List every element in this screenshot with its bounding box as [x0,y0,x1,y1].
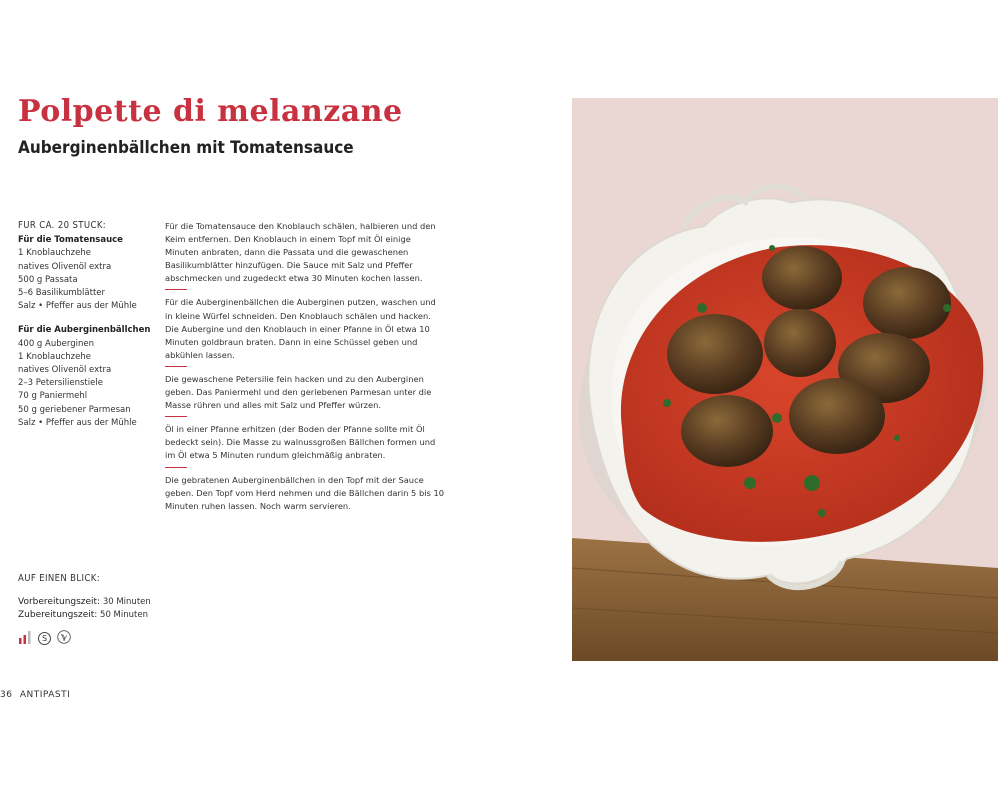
difficulty-bar-1 [19,638,22,644]
ingredient-item: natives Olivenöl extra [18,261,112,272]
method-step-1: Für die Tomatensauce den Knoblauch schälen, halbieren und den Keim entfernen. Den Knoblauch in einem Topf mit Öl einige Minuten anbraten, dann die Passata und die gewaschenen Basilikumblätter hinzufügen. Die Sauce mit Salz und Pfeffer abschmecken und zugedeckt etwa 30 Minuten kochen lassen. [165,221,436,284]
ingredient-item: 50 g geriebener Parmesan [18,404,131,415]
ingredient-group-balls [18,324,158,430]
recipe-photo [572,98,998,661]
ingredients-heading: FÜR CA. 20 STÜCK: [18,220,107,231]
ingredient-item: 1 Knoblauchzehe [18,248,91,259]
ingredient-group-sauce [18,234,158,313]
prep-time-label: Vorbereitungszeit: [18,597,101,607]
prep-time-value: 30 Minuten [102,597,151,607]
method-step-2: Für die Auberginenbällchen die Auberginen putzen, waschen und in kleine Würfel schneiden. Den Knoblauch schälen und hacken. Die Aubergine und den Knoblauch in einer Pfanne in Öl etwa 10 Minuten goldbraun braten. Dann in eine Schüssel geben und abkühlen lassen. [165,297,436,360]
method-step-4: Öl in einer Pfanne erhitzen (der Boden der Pfanne sollte mit Öl bedeckt sein). Die Masse zu walnussgroßen Bällchen formen und im Öl etwa 5 Minuten rundum gleichmäßig anbraten. [165,424,436,461]
step-divider [165,416,187,417]
step-divider [165,366,187,367]
ingredient-item: 2–3 Petersilienstiele [18,378,103,389]
ingredient-item: Salz • Pfeffer aus der Mühle [18,417,137,428]
method-step-3: Die gewaschene Petersilie fein hacken und zu den Auberginen geben. Das Paniermehl und den geriebenen Parmesan unter die Masse rühren und alles mit Salz und Pfeffer würzen. [165,373,432,411]
ingredient-item: 5–6 Basilikumblätter [18,288,106,299]
ingredient-item: Salz • Pfeffer aus der Mühle [18,301,137,312]
ingredient-item: natives Olivenöl extra [18,365,112,376]
method-steps [165,220,445,517]
cook-time-value: 50 Minuten [100,610,148,620]
ingredients-panel [18,219,158,441]
difficulty-bar-2 [24,635,27,644]
ingredient-item: 70 g Paniermehl [18,391,88,402]
page-number: 36 [0,690,13,700]
cook-time-label: Zubereitungszeit: [18,610,98,620]
recipe-subtitle: Auberginenbällchen mit Tomatensauce [18,138,354,158]
ingredient-item: 400 g Auberginen [18,338,94,349]
vegetarian-leaf-icon [57,630,71,647]
ingredient-group-title: Für die Tomatensauce [18,235,123,246]
ingredient-item: 1 Knoblauchzehe [18,351,91,362]
difficulty-bars-icon [18,630,32,647]
at-a-glance-heading: AUF EINEN BLICK: [18,573,100,584]
ingredient-group-title: Für die Auberginenbällchen [18,325,151,336]
difficulty-bar-3 [28,631,31,644]
page-footer [0,690,70,700]
method-step-5: Die gebratenen Auberginenbällchen in den Topf mit der Sauce geben. Den Topf vom Herd nehmen und die Bällchen darin 5 bis 10 Minuten ruhen lassen. Noch warm servieren. [165,474,445,511]
step-divider [165,289,187,290]
recipe-icons [18,630,218,647]
s-circle-icon: S [38,632,51,645]
section-name: ANTIPASTI [19,690,71,700]
recipe-title: Polpette di melanzane [18,94,403,129]
step-divider [165,467,187,468]
ingredient-item: 500 g Passata [18,274,78,285]
at-a-glance-panel [18,573,218,647]
cook-time-row [18,609,218,622]
prep-time-row [18,596,218,609]
